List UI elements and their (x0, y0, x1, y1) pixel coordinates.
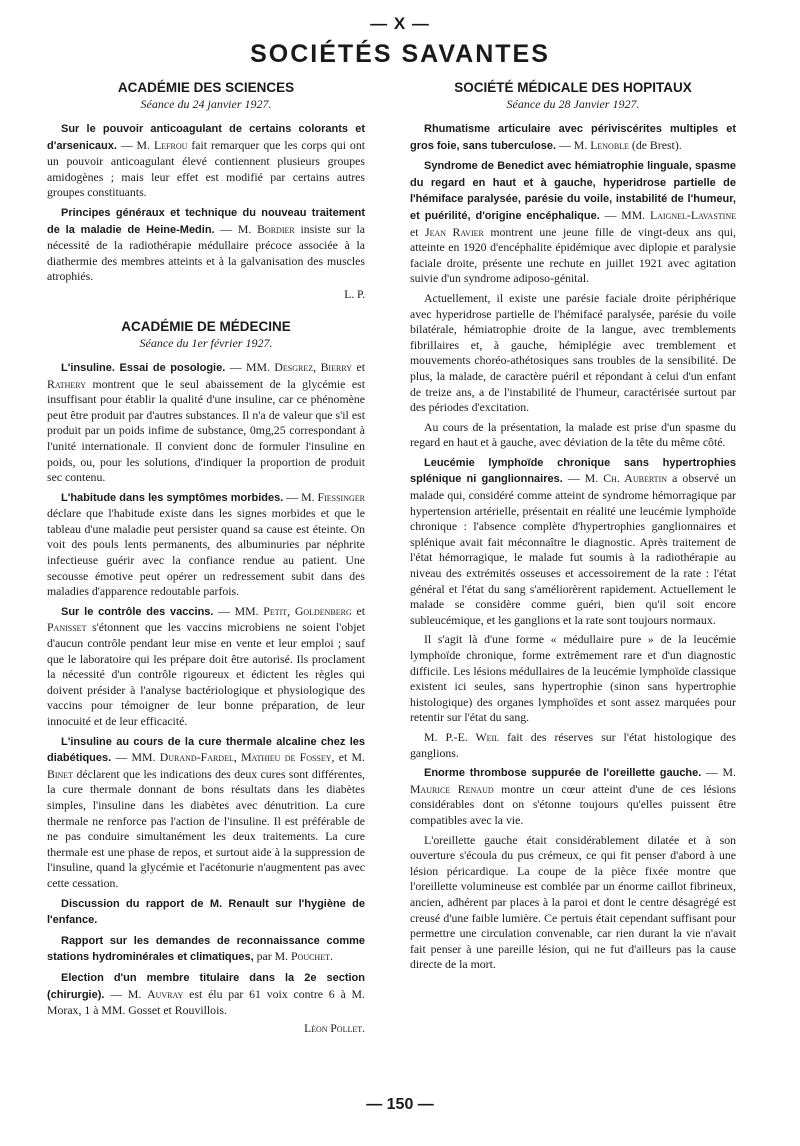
article-text: par M. (256, 949, 289, 964)
article-heading: L'insuline. Essai de posologie. (61, 361, 226, 374)
author: Lenoble (590, 137, 629, 152)
section-signature: L. P. (344, 288, 365, 301)
article-heading: L'habitude dans les symptômes morbides. (61, 491, 284, 504)
article: Election d'un membre titulaire dans la 2e section (chirurgie). — M. Auvray est élu par 61 voix contre 6 à M. Morax, 1 à MM. Gosset et Rouvillois. (47, 971, 365, 1018)
article-text: déclarent que les indications des deux cures sont différentes, la cure thermale donnant de bons résultats dans les diabètes simples, l'insuline dans les diabètes avec dénutrition. La cure thermale ne renforce pas l'action de l'insuline. Il est préférable de ne pas conduire simultanément les deux traitements. La cure thermale est une phase de repos, et surtout aide à la suppression de l'insuline, quand la glycémie et l'acétonurie n'augmentent pas avec cette cessation. (47, 766, 366, 890)
author: P.-E. Weil (445, 729, 500, 744)
academie-medecine-section (47, 319, 365, 1035)
article-text: s'étonnent que les vaccins microbiens ne soient l'objet d'aucun contrôle pendant leur mise en vente et leur emploi ; sauf que le laboratoire qui les prépare doit être autorisé. Ils proclament la nécessité d'un contrôle rigoureux et édictent les règles qui doivent présider à l'analyse bactériologique et physiologique des vaccins pour témoigner de leur bonne préparation, de leur innocuité et de leur efficacité. (47, 620, 365, 728)
section-date: Séance du 1er février 1927. (139, 335, 273, 350)
author: Rathery (47, 376, 86, 391)
article-text: (de Brest). (631, 137, 682, 152)
article: L'insuline au cours de la cure thermale alcaline chez les diabétiques. — MM. Durand-Fardel, Mathieu de Fossey, et M. Binet déclarent que les indications des deux cures sont différentes, la cure thermale donnant de bons résultats dans les diabètes simples, l'insuline dans les diabètes avec dénutrition. La cure thermale ne renforce pas l'action de l'insuline. Il est préférable de ne pas conduire simultanément les deux traitements. La cure thermale est une phase de repos, et surtout aide à la suppression de l'insuline, quand la glycémie et l'acétonurie n'augmentent pas avec cette cessation. (47, 735, 366, 890)
article-heading: Rhumatisme articulaire avec périviscérites multiples et gros foie, sans tuberculose. (410, 123, 736, 152)
left-column (47, 80, 365, 1035)
author: Binet (47, 766, 74, 781)
article-heading: Sur le contrôle des vaccins. (61, 605, 214, 618)
article-heading: Enorme thrombose suppurée de l'oreillette gauche. (424, 767, 702, 780)
paragraph: L'oreillette gauche était considérablement dilatée et à son ouverture s'écoula du pus crémeux, ce qui fit penser d'abord à une lésion péricardique. La coupe de la pièce fixée montre que l'oreillette volumineuse est comblée par un énorme caillot fibrineux, ancien, adhérent par places à la paroi et dont le centre désagrégé est creusé d'une faible lumière. Ce pertuis était cependant suffisant pour permettre une circulation convenable, car rien durant la vie n'avait fait penser à une pareille lésion, qui ne fut d'ailleurs pas la cause directe de la mort. (410, 832, 736, 972)
article-heading: Sur le pouvoir anticoagulant de certains colorants et d'arsenicaux. (47, 123, 365, 152)
article-text: déclare que l'habitude existe dans les signes morbides et que le tableau d'une maladie peut persister quand sa cause est éteinte. On voit des pouls lents permanents, des albuminuries par néphrite infectieuse guérir avec la confiance rendue au patient. Une secousse émotive peut opérer un redressement subit dans des maladies d'apparence redoutable parfois. (47, 506, 365, 599)
article: Rhumatisme articulaire avec périviscérites multiples et gros foie, sans tuberculose. — M. Lenoble (de Brest). (410, 123, 736, 152)
article: Sur le pouvoir anticoagulant de certains colorants et d'arsenicaux. — M. Lefrou fait remarquer que les corps qui ont un pouvoir anticoagulant élevé contiennent plusieurs groupes amidogènes ; mais leur effet est modifié par certains autres groupes constituants. (47, 123, 365, 200)
article-text: montrent une jeune fille de vingt-deux ans qui, atteinte en 1920 d'encéphalite épidémique avec diplopie et paralysie faciale droite, présente une rechute en juillet 1921 avec agitation suivie d'un syndrome adiposo-génital. (410, 224, 736, 286)
author: Bordier (257, 221, 295, 236)
section-date: Séance du 24 janvier 1927. (140, 97, 272, 111)
article-heading: Rapport sur les demandes de reconnaissance comme stations hydrominérales et climatiques, (47, 934, 365, 964)
article-text: montrent que le seul abaissement de la glycémie est insuffisant pour établir la qualité d'une insuline, car ce phénomène peut être produit par d'autres substances. Il n'a de valeur que s'il est produit par un poids infime de substance, 0mg,25 correspondant à l'unité internationale. Il convient donc de formuler l'insuline en poids, ou, pour les solutions, d'indiquer la proportion de produit sec contenu. (47, 376, 365, 485)
author: Desgrez, Bierry (274, 359, 352, 374)
article-text: montre un cœur atteint d'une de ces lésions considérables dont on s'étonne toujours qu'elles puissent être compatibles avec la vie. (410, 781, 736, 827)
section-title: ACADÉMIE DES SCIENCES (117, 80, 295, 95)
author: Lefrou (153, 137, 188, 152)
author: Laignel-Lavastine (649, 207, 736, 222)
author: Pouchet. (290, 949, 333, 964)
article-heading: L'insuline au cours de la cure thermale alcaline chez les diabétiques. (47, 735, 365, 765)
article: Sur le contrôle des vaccins. — MM. Petit, Goldenberg et Panisset s'étonnent que les vaccins microbiens ne soient l'objet d'aucun contrôle pendant leur mise en vente et leur emploi ; sauf que le laboratoire qui les prépare doit être autorisé. Ils proclament la nécessité d'un contrôle rigoureux et édictent les règles qui doivent présider à l'analyse bactériologique et physiologique des vaccins pour témoigner de leur bonne préparation, de leur innocuité et de leur efficacité. (47, 603, 366, 728)
author: Jean Ravier (425, 224, 484, 239)
article: Leucémie lymphoïde chronique sans hypertrophies splénique ni ganglionnaires. — M. Ch. Aubertin a observé un malade qui, considéré comme atteint de syndrome hémorragique par hypertension artérielle, présentait en réalité une leucémie lymphoïde chronique : l'absence complète d'hypertrophies ganglionnaires et splénique avait fait méconnaître le diagnostic. Après traitement de l'état hémorragique, le malade fut soumis à la radiothérapie au niveau des extrémités osseuses et accessoirement de la rate : l'état général et l'état du sang s'améliorèrent rapidement. Actuellement le malade se considère comme guéri, bien qu'il soit encore subleucémique, et les ganglions et la rate sont toujours normaux. (410, 456, 736, 627)
paragraph: Actuellement, il existe une parésie faciale droite périphérique avec hyperidrose partielle de l'hémifacé paralysée, parésie du voile bilatérale, hémiatrophie droite de la langue, avec tremblements fibrillaires et, à gauche, hémiplégie avec tremblement et mouvements choréo-athétosiques sans troubles de la sensibilité. De plus, la malade, de caractère puéril et répondant à celui d'un enfant de treize ans, a de l'instabilité de l'humeur, caractérisée surtout par des périodes d'excitation. (410, 290, 736, 415)
page-title: SOCIÉTÉS SAVANTES (250, 40, 550, 68)
article-heading: Election d'un membre titulaire dans la 2e section (chirurgie). (47, 971, 365, 1001)
paragraph: Au cours de la présentation, la malade est prise d'un spasme du regard en haut et à gauche, avec déviation de la tête du même côté. (410, 419, 736, 450)
article-text: fait des réserves sur l'état histologique des ganglions. (410, 729, 737, 760)
section-signature: Léon Pollet. (304, 1022, 365, 1035)
article-heading: Syndrome de Benedict avec hémiatrophie linguale, spasme du regard en haut et à gauche, hyperidrose partielle de l'hémiface paralysée, parésie du voile, instabilité de l'humeur, et puérilité, d'origine encéphalique. (410, 160, 736, 222)
page-header-number: — X — (370, 14, 430, 33)
article-text: fait remarquer que les corps qui ont un pouvoir anticoagulant élevé contiennent plusieurs groupes amidogènes ; mais leur effet est modifié par certains autres groupes constituants. (47, 137, 365, 200)
author: Auvray (147, 986, 184, 1001)
article-text: insiste sur la nécessité de la radiothérapie médullaire précoce associée à la diathermie des membres atteints et à la galvanisation des muscles atrophiés. (47, 221, 365, 284)
page-footer-number: — 150 — (366, 1096, 434, 1113)
article: Principes généraux et technique du nouveau traitement de la maladie de Heine-Medin. — M. Bordier insiste sur la nécessité de la radiothérapie médullaire précoce associée à la diathermie des membres atteints et à la galvanisation des muscles atrophiés. (47, 206, 365, 284)
article (47, 933, 365, 966)
article: M. P.-E. Weil fait des réserves sur l'état histologique des ganglions. (410, 729, 737, 760)
author: Panisset (47, 620, 87, 635)
article-heading: Leucémie lymphoïde chronique sans hypertrophies splénique ni ganglionnaires. (410, 456, 736, 486)
article-text: est élu par 61 voix contre 6 à M. Morax, 1 à MM. Gosset et Rouvillois. (47, 986, 365, 1018)
section-date: Séance du 28 Janvier 1927. (506, 97, 640, 111)
section-title: SOCIÉTÉ MÉDICALE DES HOPITAUX (454, 80, 692, 95)
article-text: a observé un malade qui, considéré comme atteint de syndrome hémorragique par hypertension artérielle, présentait en réalité une leucémie lymphoïde chronique : l'absence complète d'hypertrophies ganglionnaires et splénique avait fait méconnaître le diagnostic. Après traitement de l'état hémorragique, le malade fut soumis à la radiothérapie au niveau des extrémités osseuses et accessoirement de la rate : l'état général et l'état du sang s'améliorèrent rapidement. Actuellement le malade se considère comme guéri, bien qu'il soit encore subleucémique, et les ganglions et la rate sont toujours normaux. (410, 471, 736, 627)
article: Syndrome de Benedict avec hémiatrophie linguale, spasme du regard en haut et à gauche, hyperidrose partielle de l'hémiface paralysée, parésie du voile, instabilité de l'humeur, et puérilité, d'origine encéphalique. — MM. Laignel-Lavastine et Jean Ravier montrent une jeune fille de vingt-deux ans qui, atteinte en 1920 d'encéphalite épidémique avec diplopie et paralysie faciale droite, présente une rechute en juillet 1921 avec agitation suivie d'un syndrome adiposo-génital. (410, 160, 736, 286)
article: L'insuline. Essai de posologie. — MM. Desgrez, Bierry et Rathery montrent que le seul abaissement de la glycémie est insuffisant pour établir la qualité d'une insuline, car ce phénomène peut être produit par d'autres substances. Il n'a de valeur que s'il est produit par un poids infime de substance, 0mg,25 correspondant à l'unité internationale. Il convient donc de formuler l'insuline en poids, ou, pour les solutions, d'indiquer la proportion de produit sec contenu. (47, 359, 365, 485)
academie-sciences-section (47, 80, 365, 301)
author: Durand-Fardel, Mathieu de Fossey, (159, 750, 335, 765)
paragraph: Il s'agit là d'une forme « médullaire pure » de la leucémie lymphoïde chronique, forme extrêmement rare et d'un diagnostic difficile. Les lésions médullaires de la leucémie lymphoïde classique existent ici seules, sans hypertrophie (sinon sans hypertrophie histologique) des organes lymphoïdes et sont assez marquées pour retentir sur l'état du sang. (410, 632, 736, 725)
section-title: ACADÉMIE DE MÉDECINE (121, 318, 291, 334)
societe-medicale-section (410, 80, 736, 973)
author: Petit, Goldenberg (263, 603, 352, 618)
article: L'habitude dans les symptômes morbides. — M. Fiessinger déclare que l'habitude existe dans les signes morbides et que le tableau d'une maladie peut persister quand sa cause est éteinte. On voit des pouls lents permanents, des albuminuries par néphrite infectieuse guérir avec la confiance rendue au patient. Une secousse émotive peut opérer un redressement subit dans des maladies d'apparence redoutable parfois. (47, 489, 365, 599)
author: Ch. Aubertin (603, 471, 668, 486)
article-heading: Discussion du rapport de M. Renault sur l'hygiène de l'enfance. (47, 897, 365, 927)
author: Fiessinger (317, 489, 365, 504)
article: Enorme thrombose suppurée de l'oreillette gauche. — M. Maurice Renaud montre un cœur atteint d'une de ces lésions considérables dont on s'étonne toujours qu'elles puissent être compatibles avec la vie. (410, 765, 736, 827)
right-column (410, 80, 736, 977)
article (47, 896, 365, 929)
article-heading: Principes généraux et technique du nouveau traitement de la maladie de Heine-Medin. (47, 206, 365, 236)
author: Maurice Renaud (410, 781, 494, 796)
